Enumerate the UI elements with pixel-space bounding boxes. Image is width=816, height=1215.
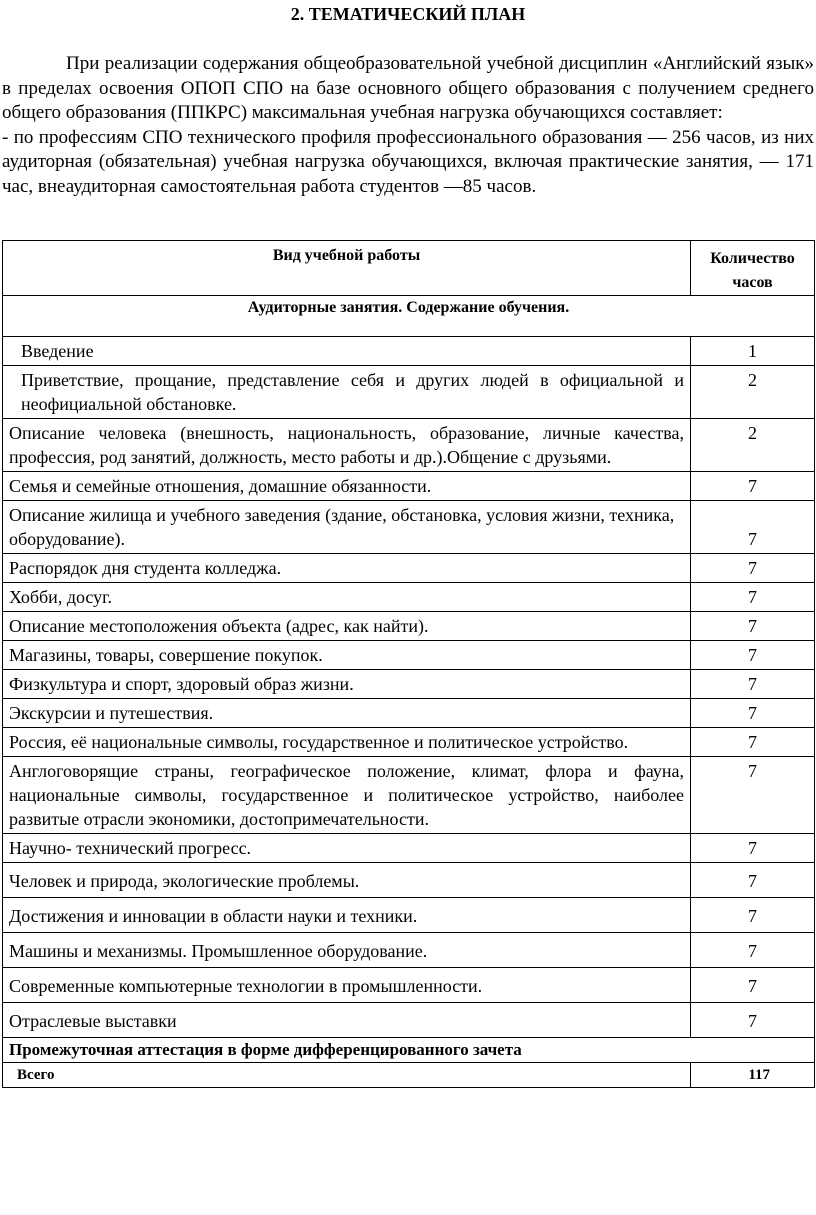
total-row [3, 1063, 815, 1088]
header-hours: Количество часов [691, 241, 815, 296]
hours-cell: 2 [691, 419, 815, 472]
table-row [3, 898, 815, 933]
topic-cell: Россия, её национальные символы, государственное и политическое устройство. [3, 728, 691, 757]
hours-cell: 7 [691, 898, 815, 933]
topic-cell: Человек и природа, экологические проблемы. [3, 863, 691, 898]
table-row [3, 641, 815, 670]
section-title: Аудиторные занятия. Содержание обучения. [3, 296, 815, 337]
hours-cell: 7 [691, 863, 815, 898]
table-row [3, 834, 815, 863]
table-row [3, 863, 815, 898]
hours-cell: 7 [691, 728, 815, 757]
topic-cell: Англоговорящие страны, географическое положение, климат, флора и фауна, национальные символы, государственное и политическое устройство, наиболее развитые отрасли экономики, достопримечательности. [3, 757, 691, 834]
hours-cell: 7 [691, 933, 815, 968]
hours-cell: 7 [691, 670, 815, 699]
hours-cell: 7 [691, 834, 815, 863]
header-work-type: Вид учебной работы [3, 241, 691, 296]
thematic-plan-table [2, 240, 815, 1088]
intro-paragraph: - по профессиям СПО технического профиля профессионального образования — 256 часов, из них аудиторная (обязательная) учебная нагрузка обучающихся, включая практические занятия, — 171 час, внеаудиторная самостоятельная работа студентов —85 часов. [2, 126, 814, 197]
hours-cell: 1 [691, 337, 815, 366]
topic-cell: Физкультура и спорт, здоровый образ жизни. [3, 670, 691, 699]
table-row [3, 728, 815, 757]
attestation-cell: Промежуточная аттестация в форме дифференцированного зачета [3, 1038, 815, 1063]
hours-cell: 7 [691, 1003, 815, 1038]
topic-cell: Машины и механизмы. Промышленное оборудование. [3, 933, 691, 968]
table-row [3, 670, 815, 699]
topic-cell: Описание жилища и учебного заведения (здание, обстановка, условия жизни, техника, оборудование). [3, 501, 691, 554]
intro-text [2, 52, 814, 199]
hours-cell: 2 [691, 366, 815, 419]
table-header-row [3, 241, 815, 296]
hours-cell: 7 [691, 699, 815, 728]
section-row [3, 296, 815, 337]
intro-paragraph: При реализации содержания общеобразовательной учебной дисциплин «Английский язык» в пределах освоения ОПОП СПО на базе основного общего образования с получением среднего общего образования (ППКРС) максимальная учебная нагрузка обучающихся составляет: [2, 53, 814, 123]
topic-cell: Введение [3, 337, 691, 366]
table-row [3, 1003, 815, 1038]
attestation-row [3, 1038, 815, 1063]
topic-cell: Научно- технический прогресс. [3, 834, 691, 863]
hours-cell: 7 [691, 501, 815, 554]
table-row [3, 419, 815, 472]
topic-cell: Экскурсии и путешествия. [3, 699, 691, 728]
table-row [3, 337, 815, 366]
topic-cell: Отраслевые выставки [3, 1003, 691, 1038]
topic-cell: Достижения и инновации в области науки и техники. [3, 898, 691, 933]
topic-cell: Магазины, товары, совершение покупок. [3, 641, 691, 670]
topic-cell: Распорядок дня студента колледжа. [3, 554, 691, 583]
topic-cell: Семья и семейные отношения, домашние обязанности. [3, 472, 691, 501]
table-row [3, 501, 815, 554]
hours-cell: 7 [691, 641, 815, 670]
table-row [3, 366, 815, 419]
hours-cell: 7 [691, 968, 815, 1003]
topic-cell: Современные компьютерные технологии в промышленности. [3, 968, 691, 1003]
table-row [3, 933, 815, 968]
page-title: 2. ТЕМАТИЧЕСКИЙ ПЛАН [290, 4, 526, 24]
hours-cell: 7 [691, 472, 815, 501]
table-row [3, 968, 815, 1003]
table-row [3, 612, 815, 641]
hours-cell: 7 [691, 554, 815, 583]
topic-cell: Описание человека (внешность, национальность, образование, личные качества, профессия, род занятий, должность, место работы и др.).Общение с друзьями. [3, 419, 691, 472]
hours-cell: 7 [691, 757, 815, 834]
table-row [3, 757, 815, 834]
topic-cell: Описание местоположения объекта (адрес, как найти). [3, 612, 691, 641]
table-row [3, 699, 815, 728]
table-row [3, 583, 815, 612]
topic-cell: Приветствие, прощание, представление себя и других людей в официальной и неофициальной обстановке. [3, 366, 691, 419]
table-row [3, 554, 815, 583]
total-value: 117 [691, 1063, 815, 1088]
hours-cell: 7 [691, 612, 815, 641]
total-label: Всего [3, 1063, 691, 1088]
hours-cell: 7 [691, 583, 815, 612]
table-row [3, 472, 815, 501]
topic-cell: Хобби, досуг. [3, 583, 691, 612]
